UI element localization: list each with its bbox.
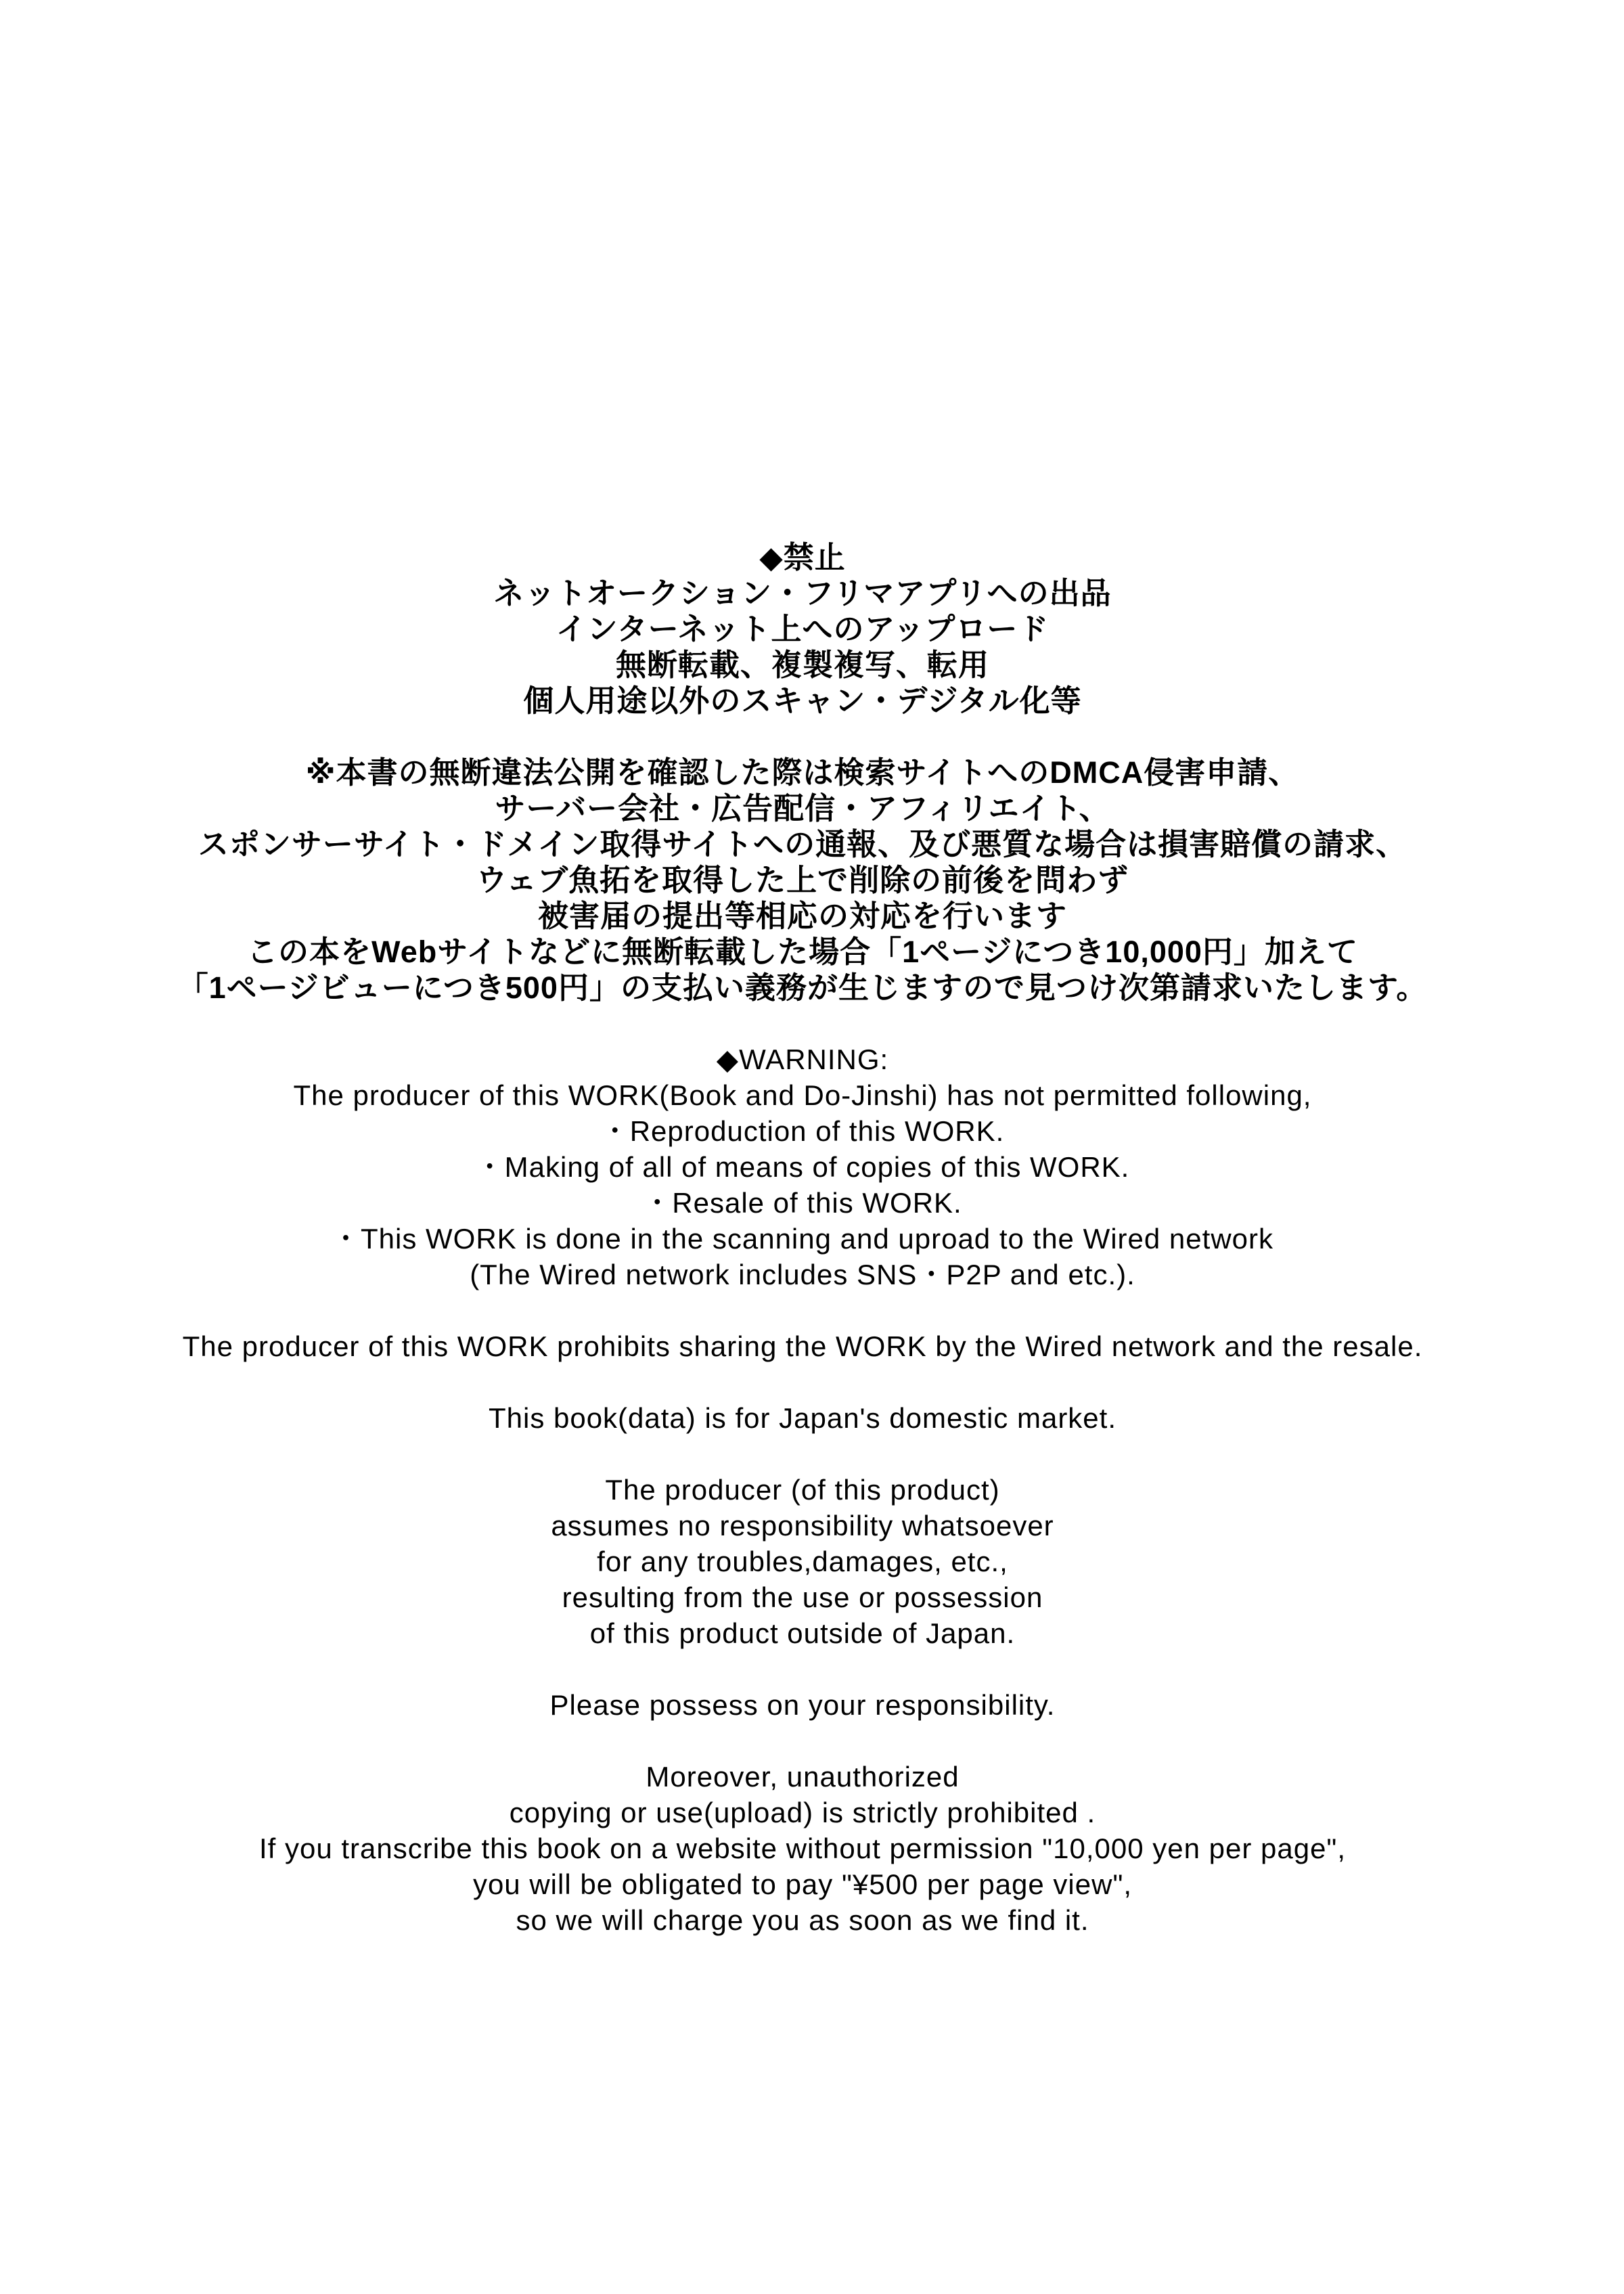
jp-enforcement-line-3: スポンサーサイト・ドメイン取得サイトへの通報、及び悪質な場合は損害賠償の請求、	[198, 827, 1407, 861]
jp-prohibition-line-2: インターネット上へのアップロード	[556, 612, 1050, 646]
en-responsibility-line-4: resulting from the use or possession	[562, 1581, 1043, 1613]
jp-enforcement-line-2: サーバー会社・広告配信・アフィリエイト、	[495, 791, 1110, 826]
en-penalty-line-1: Moreover, unauthorized	[646, 1761, 960, 1793]
en-prohibits-line: The producer of this WORK prohibits sharing the WORK by the Wired network and the resale.	[182, 1330, 1423, 1362]
en-domestic-market-block	[0, 1400, 1615, 1436]
en-warning-item-4-note: (The Wired network includes SNS・P2P and etc.).	[470, 1259, 1135, 1290]
en-responsibility-block	[0, 1472, 1615, 1651]
en-penalty-line-5: so we will charge you as soon as we find it.	[516, 1904, 1089, 1936]
en-responsibility-line-2: assumes no responsibility whatsoever	[551, 1510, 1054, 1542]
en-possession-block	[0, 1687, 1615, 1723]
jp-enforcement-line-5: 被害届の提出等相応の対応を行います	[537, 899, 1067, 933]
en-domestic-market-line: This book(data) is for Japan's domestic market.	[488, 1402, 1117, 1434]
jp-prohibition-line-3: 無断転載、複製複写、転用	[615, 648, 989, 682]
en-penalty-line-3: If you transcribe this book on a website without permission "10,000 yen per page",	[258, 1832, 1347, 1864]
jp-prohibition-block	[0, 539, 1615, 719]
en-warning-heading: ◆WARNING:	[716, 1043, 889, 1075]
en-warning-intro: The producer of this WORK(Book and Do-Jinshi) has not permitted following,	[293, 1079, 1312, 1111]
jp-enforcement-block	[0, 755, 1615, 1006]
en-warning-item-3: ・Resale of this WORK.	[643, 1187, 962, 1219]
en-responsibility-line-1: The producer (of this product)	[605, 1474, 1000, 1506]
en-warning-item-4: ・This WORK is done in the scanning and uproad to the Wired network	[332, 1223, 1273, 1255]
en-penalty-line-4: you will be obligated to pay "¥500 per page view",	[472, 1868, 1133, 1900]
en-responsibility-line-5: of this product outside of Japan.	[589, 1617, 1016, 1649]
en-responsibility-line-3: for any troubles,damages, etc.,	[597, 1546, 1008, 1577]
jp-prohibition-heading: ◆禁止	[759, 540, 846, 575]
jp-enforcement-line-7: 「1ページビューにつき500円」の支払い義務が生じますので見つけ次第請求いたします。	[177, 970, 1428, 1005]
copyright-notice	[0, 539, 1615, 1974]
en-warning-block	[0, 1041, 1615, 1292]
jp-enforcement-line-4: ウェブ魚拓を取得した上で削除の前後を問わず	[476, 863, 1129, 897]
jp-prohibition-line-4: 個人用途以外のスキャン・デジタル化等	[523, 683, 1082, 718]
en-warning-item-2: ・Making of all of means of copies of this WORK.	[475, 1151, 1130, 1183]
en-penalty-block	[0, 1759, 1615, 1938]
jp-enforcement-line-6: この本をWebサイトなどに無断転載した場合「1ページにつき10,000円」加えて	[247, 935, 1358, 969]
en-possession-line: Please possess on your responsibility.	[549, 1689, 1056, 1721]
en-prohibits-block	[0, 1328, 1615, 1364]
jp-enforcement-line-1: ※本書の無断違法公開を確認した際は検索サイトへのDMCA侵害申請、	[305, 755, 1300, 790]
en-warning-item-1: ・Reproduction of this WORK.	[600, 1115, 1005, 1147]
en-penalty-line-2: copying or use(upload) is strictly prohibited .	[509, 1797, 1096, 1828]
jp-prohibition-line-1: ネットオークション・フリマアプリへの出品	[493, 576, 1112, 610]
